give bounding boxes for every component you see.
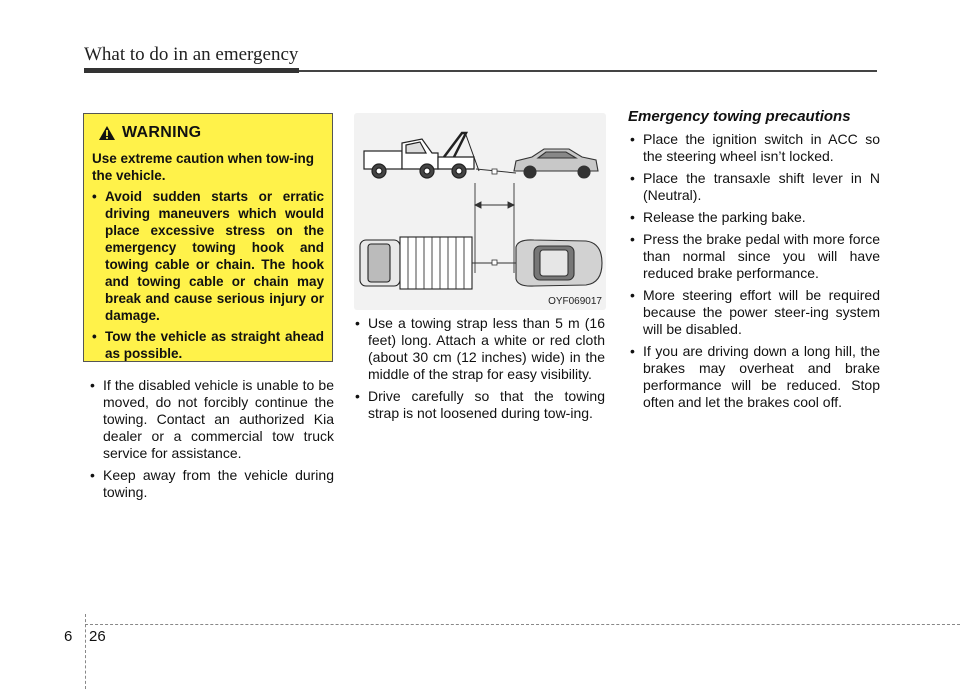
warning-triangle-icon <box>98 125 116 141</box>
warning-item: • Tow the vehicle as straight ahead as possible. <box>92 328 324 362</box>
warning-list <box>92 188 324 362</box>
list-item: • If you are driving down a long hill, the brakes may overheat and brake performance will be reduced. Stop often and let the brakes cool off. <box>630 343 880 411</box>
footer-vertical-rule <box>85 614 86 689</box>
car-side-icon <box>514 149 598 178</box>
list-item: • Use a towing strap less than 5 m (16 feet) long. Attach a white or red cloth (about 30 cm (12 inches) wide) in the middle of the strap for easy visibility. <box>355 315 605 383</box>
distance-indicator <box>475 183 514 273</box>
list-item: • Place the ignition switch in ACC so the steering wheel isn’t locked. <box>630 131 880 165</box>
towing-illustration <box>354 113 606 310</box>
list-item: • If the disabled vehicle is unable to be moved, do not forcibly continue the towing. Contact an authorized Kia dealer or a commercial tow truck service for assistance. <box>90 377 334 462</box>
list-item: • Press the brake pedal with more force than normal since you will have reduced brake performance. <box>630 231 880 282</box>
header-rule-thin <box>299 70 877 72</box>
page-number: 26 <box>89 628 106 645</box>
list-item: • Release the parking bake. <box>630 209 880 226</box>
chapter-number: 6 <box>64 628 73 645</box>
warning-heading <box>98 124 324 142</box>
car-top-view-icon <box>516 240 602 286</box>
list-item: • Keep away from the vehicle during towing. <box>90 467 334 501</box>
warning-title: WARNING <box>122 124 202 141</box>
towing-diagram <box>354 113 606 310</box>
page-header-title: What to do in an emergency <box>84 44 299 65</box>
footer-horizontal-rule <box>85 624 960 625</box>
warning-box <box>83 113 333 362</box>
warning-item: • Avoid sudden starts or erratic driving maneuvers which would place excessive stress on the emergency towing hook and towing cable or chain. The hook and towing cable or chain may break and cause serious injury or damage. <box>92 188 324 324</box>
warning-intro: Use extreme caution when tow-ing the vehicle. <box>92 151 315 183</box>
truck-top-view-icon <box>360 237 472 289</box>
column-2-list <box>355 315 605 422</box>
section-heading: Emergency towing precautions <box>628 108 851 125</box>
column-1 <box>90 377 334 506</box>
column-3-list <box>630 131 880 411</box>
list-item: • Drive carefully so that the towing strap is not loosened during tow-ing. <box>355 388 605 422</box>
figure-code: OYF069017 <box>548 296 602 307</box>
list-item: • Place the transaxle shift lever in N (Neutral). <box>630 170 880 204</box>
strap-cloth-marker <box>492 169 497 174</box>
column-1-list <box>90 377 334 501</box>
strap-cloth-marker-top <box>492 260 497 265</box>
column-3 <box>630 108 880 416</box>
tow-truck-side-icon <box>364 133 479 178</box>
list-item: • More steering effort will be required because the power steer-ing system will be disabled. <box>630 287 880 338</box>
column-2 <box>355 315 605 427</box>
header-rule-thick <box>84 68 299 73</box>
